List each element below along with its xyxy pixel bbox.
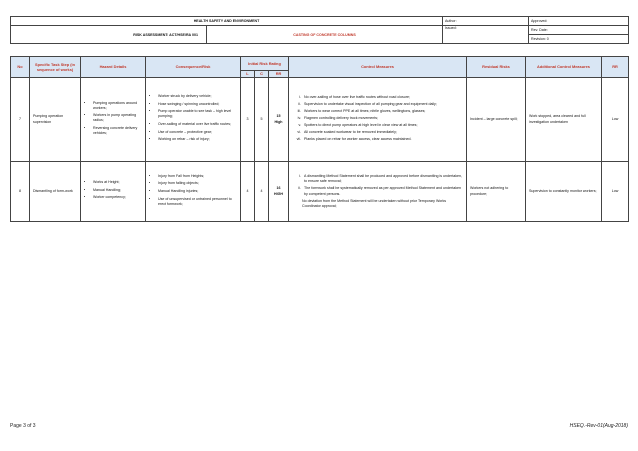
consequence-item: • Working on rebar – risk of injury; [158, 137, 237, 142]
control-item: iv. Flagmen controlling delivery truck movements; [302, 116, 463, 121]
header-title: HEALTH SAFETY AND ENVIRONMENT [11, 17, 443, 26]
col-initial-risk: Initial Risk Rating [241, 57, 289, 71]
risk-assessment-ref: RISK ASSESSMENT: ACT/HSE/RA 001 [11, 26, 207, 44]
col-no: No [11, 57, 30, 78]
task-step: Pumping operation supervision [30, 78, 81, 162]
consequence-item: • Injury from Fall from Heights; [158, 174, 237, 179]
residual-risk: Workers not adhering to procedure; [467, 162, 526, 222]
revision-cell: Revision: 0 [529, 35, 629, 44]
likelihood-value: 3 [241, 78, 255, 162]
hazard-item: • Workers in pump operating radius; [93, 113, 142, 123]
document-header [10, 16, 629, 44]
risk-rating-level: HIGH [274, 191, 283, 196]
assessment-title: CASTING OF CONCRETE COLUMNS [207, 26, 443, 44]
consequence-item: • Hose swinging / spinning uncontrolled; [158, 102, 237, 107]
risk-rating [269, 162, 289, 222]
consequence-item: • Injury from falling objects; [158, 181, 237, 186]
consequence-item: • Use of unsupervised or untrained personnel to erect formwork; [158, 197, 237, 207]
consequence-item: • Use of concrete – protective gear; [158, 130, 237, 135]
hazard-item: • Pumping operations around workers; [93, 101, 142, 111]
consequence-value: 4 [255, 162, 269, 222]
control-item: i. No over-sailing of hose over live traffic routes without road closure; [302, 95, 463, 100]
hazard-list [81, 78, 146, 162]
col-c: C [255, 71, 269, 78]
consequence-item: • Worker struck by delivery vehicle; [158, 94, 237, 99]
table-row [11, 78, 629, 162]
control-measures [289, 78, 467, 162]
col-residual: Residual Risks [467, 57, 526, 78]
rev-date-cell: Rev. Date: [529, 26, 629, 35]
col-rr: RR [269, 71, 289, 78]
additional-control: Supervision to constantly monitor workers; [526, 162, 602, 222]
risk-table [10, 56, 629, 222]
row-number: 7 [11, 78, 30, 162]
page-number: Page 3 of 3 [10, 423, 36, 429]
task-step: Dismantling of form-work [30, 162, 81, 222]
consequence-value: 5 [255, 78, 269, 162]
col-hazard: Hazard Details [81, 57, 146, 78]
table-row [11, 162, 629, 222]
col-consequence: Consequence/Risk [146, 57, 241, 78]
consequence-list [146, 162, 241, 222]
col-task-step: Specific Task Step (in sequence of works) [30, 57, 81, 78]
approved-cell: Approved: [529, 17, 629, 26]
col-l: L [241, 71, 255, 78]
final-risk-rating: Low [602, 78, 629, 162]
col-additional: Additional Control Measures [526, 57, 602, 78]
control-measures [289, 162, 467, 222]
risk-rating-value: 15 [276, 114, 281, 119]
risk-rating-value: 16 [276, 186, 281, 191]
control-item: i. A dismantling Method Statement shall be produced and approved before dismantling is undertaken, to ensure safe removal; [302, 174, 463, 184]
control-item: vii. Planks placed on rebar for worker access, clear access maintained. [302, 137, 463, 142]
consequence-item: • Manual Handling injuries; [158, 189, 237, 194]
consequence-item: • Over-sailing of material over live traffic routes; [158, 122, 237, 127]
additional-control: Work stopped, area cleared and full investigation undertaken [526, 78, 602, 162]
control-item: ii. The formwork shall be systematically removed as per approved Method Statement and undertaken by competent persons. [302, 186, 463, 196]
issued-cell: Issued: [443, 26, 529, 44]
control-item: vi. All concrete soaked workwear to be removed immediately; [302, 130, 463, 135]
document-reference: HSEQ.-Rev-01(Aug-2018) [569, 423, 628, 429]
consequence-item: • Pump operator unable to see task – high level pumping; [158, 109, 237, 119]
hazard-item: • Works at Height; [93, 180, 142, 185]
hazard-item: • Manual Handling; [93, 188, 142, 193]
author-cell: Author: [443, 17, 529, 26]
consequence-list [146, 78, 241, 162]
col-rr-final: RR [602, 57, 629, 78]
hazard-item: • Worker competency; [93, 195, 142, 200]
risk-rating-level: High [274, 119, 283, 124]
control-item: v. Spotters to direct pump operators at high level in clear view at all times; [302, 123, 463, 128]
hazard-item: • Reversing concrete delivery vehicles; [93, 126, 142, 136]
control-item: ii. Supervision to undertake visual inspection of all pumping gear and equipment daily; [302, 102, 463, 107]
control-note: No deviation from the Method Statement will be undertaken without prior Temporary Works Coordinator approval; [302, 198, 447, 208]
risk-rating [269, 78, 289, 162]
control-item: iii. Workers to wear correct PPE at all times; nitrile gloves, wellingtons, glasses; [302, 109, 463, 114]
likelihood-value: 4 [241, 162, 255, 222]
residual-risk: Incident – large concrete spill; [467, 78, 526, 162]
row-number: 8 [11, 162, 30, 222]
col-control: Control Measures [289, 57, 467, 78]
hazard-list [81, 162, 146, 222]
final-risk-rating: Low [602, 162, 629, 222]
